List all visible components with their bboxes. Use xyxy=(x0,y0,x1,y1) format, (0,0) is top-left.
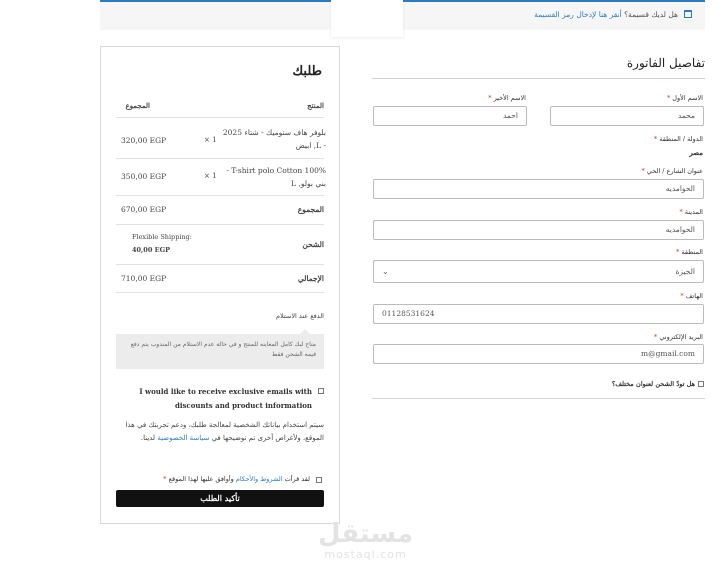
watermark xyxy=(318,520,413,561)
notice-tab xyxy=(331,0,403,37)
subtotal-label: المجموع xyxy=(297,205,324,214)
payment-method-label[interactable]: الدفع عند الاستلام xyxy=(276,312,324,320)
watermark-latin: mostaql.com xyxy=(324,548,407,561)
calendar-icon xyxy=(684,10,692,18)
ship-divider xyxy=(372,398,705,399)
city-label: المدينة * xyxy=(679,208,703,216)
first-name-field[interactable]: محمد xyxy=(550,106,704,126)
row-divider xyxy=(116,158,324,159)
shipping-value: 40,00 EGP xyxy=(132,246,171,254)
chevron-down-icon: ⌄ xyxy=(382,267,389,276)
ship-different-label: هل تودّ الشحن لعنوان مختلف؟ xyxy=(611,380,695,388)
privacy-policy-link[interactable]: سياسة الخصوصية xyxy=(157,434,210,442)
place-order-button[interactable]: تأكيد الطلب xyxy=(116,490,324,507)
order-item-name: T-shirt polo Cotton 100% - بني بولو, L xyxy=(226,166,326,188)
email-field[interactable]: m@gmail.com xyxy=(373,344,704,364)
col-total-header: المجموع xyxy=(125,101,150,110)
coupon-link[interactable]: أنقر هنا لإدخال رمز القسيمة xyxy=(534,10,622,19)
terms-checkbox[interactable] xyxy=(316,477,322,483)
order-title: طلبك xyxy=(292,64,322,79)
payment-info-text: متاح لبك كامل المعاينه للمنتج و في حالة عدم الاستلام من المندوب يتم دفع قيمه الشحن فقط xyxy=(130,341,316,358)
emails-optin-checkbox[interactable] xyxy=(318,388,324,394)
row-divider xyxy=(116,195,324,196)
order-item-price: 350,00 EGP xyxy=(121,172,167,181)
email-label: البريد الإلكتروني * xyxy=(654,333,703,341)
row-divider xyxy=(116,264,324,265)
privacy-text: سيتم استخدام بياناتك الشخصية لمعالجة طلبك، ودعم تجربتك في هذا الموقع، ولأغراض أخرى تم توضيحها في سياسة الخصوصية لدينا. xyxy=(125,421,324,442)
col-product-header: المنتج xyxy=(307,101,324,110)
payment-info-box xyxy=(116,334,324,369)
order-item-qty: × 1 xyxy=(204,172,217,180)
street-label: عنوان الشارع / الحي * xyxy=(641,167,703,175)
country-value: مصر xyxy=(689,148,703,157)
billing-title: تفاصيل الفاتورة xyxy=(626,56,705,70)
city-field[interactable]: الحوامديه xyxy=(373,220,704,240)
order-item-qty: × 1 xyxy=(204,136,217,144)
row-divider xyxy=(116,292,324,293)
total-value: 710,00 EGP xyxy=(121,274,167,283)
row-divider xyxy=(116,117,324,118)
phone-label: الهاتف * xyxy=(680,292,703,300)
coupon-notice-text xyxy=(528,10,678,19)
last-name-label: الاسم الأخير * xyxy=(488,94,526,102)
order-item-price: 320,00 EGP xyxy=(121,136,167,145)
country-label: الدولة / المنطقة * xyxy=(653,135,703,143)
subtotal-value: 670,00 EGP xyxy=(121,205,167,214)
shipping-method: Flexible Shipping: xyxy=(132,233,192,241)
row-divider xyxy=(116,224,324,225)
first-name-label: الاسم الأول * xyxy=(666,94,703,102)
coupon-question: هل لديك قسيمة؟ xyxy=(624,10,678,19)
watermark-arabic: مستقل xyxy=(318,519,414,549)
emails-optin-label: I would like to receive exclusive emails with discounts and product information xyxy=(139,387,312,410)
phone-field[interactable]: 01128531624 xyxy=(373,304,704,324)
order-item-name: بلوفر هاف ستوميك - شتاء 2025 - L, ابيض xyxy=(222,128,326,150)
ship-different-checkbox[interactable] xyxy=(698,381,704,387)
street-field[interactable]: الحوامديه xyxy=(373,179,704,199)
total-label: الإجمالي xyxy=(297,274,324,283)
shipping-label: الشحن xyxy=(302,240,324,249)
last-name-field[interactable]: احمد xyxy=(373,106,527,126)
region-select[interactable]: الجيزة ⌄ xyxy=(373,260,704,283)
billing-divider xyxy=(372,78,705,79)
terms-link[interactable]: الشروط والأحكام xyxy=(235,475,283,483)
terms-label: لقد قرأت الشروط والأحكام وأوافق عليها لهذا الموقع * xyxy=(163,475,310,483)
region-label: المنطقة * xyxy=(676,248,703,256)
